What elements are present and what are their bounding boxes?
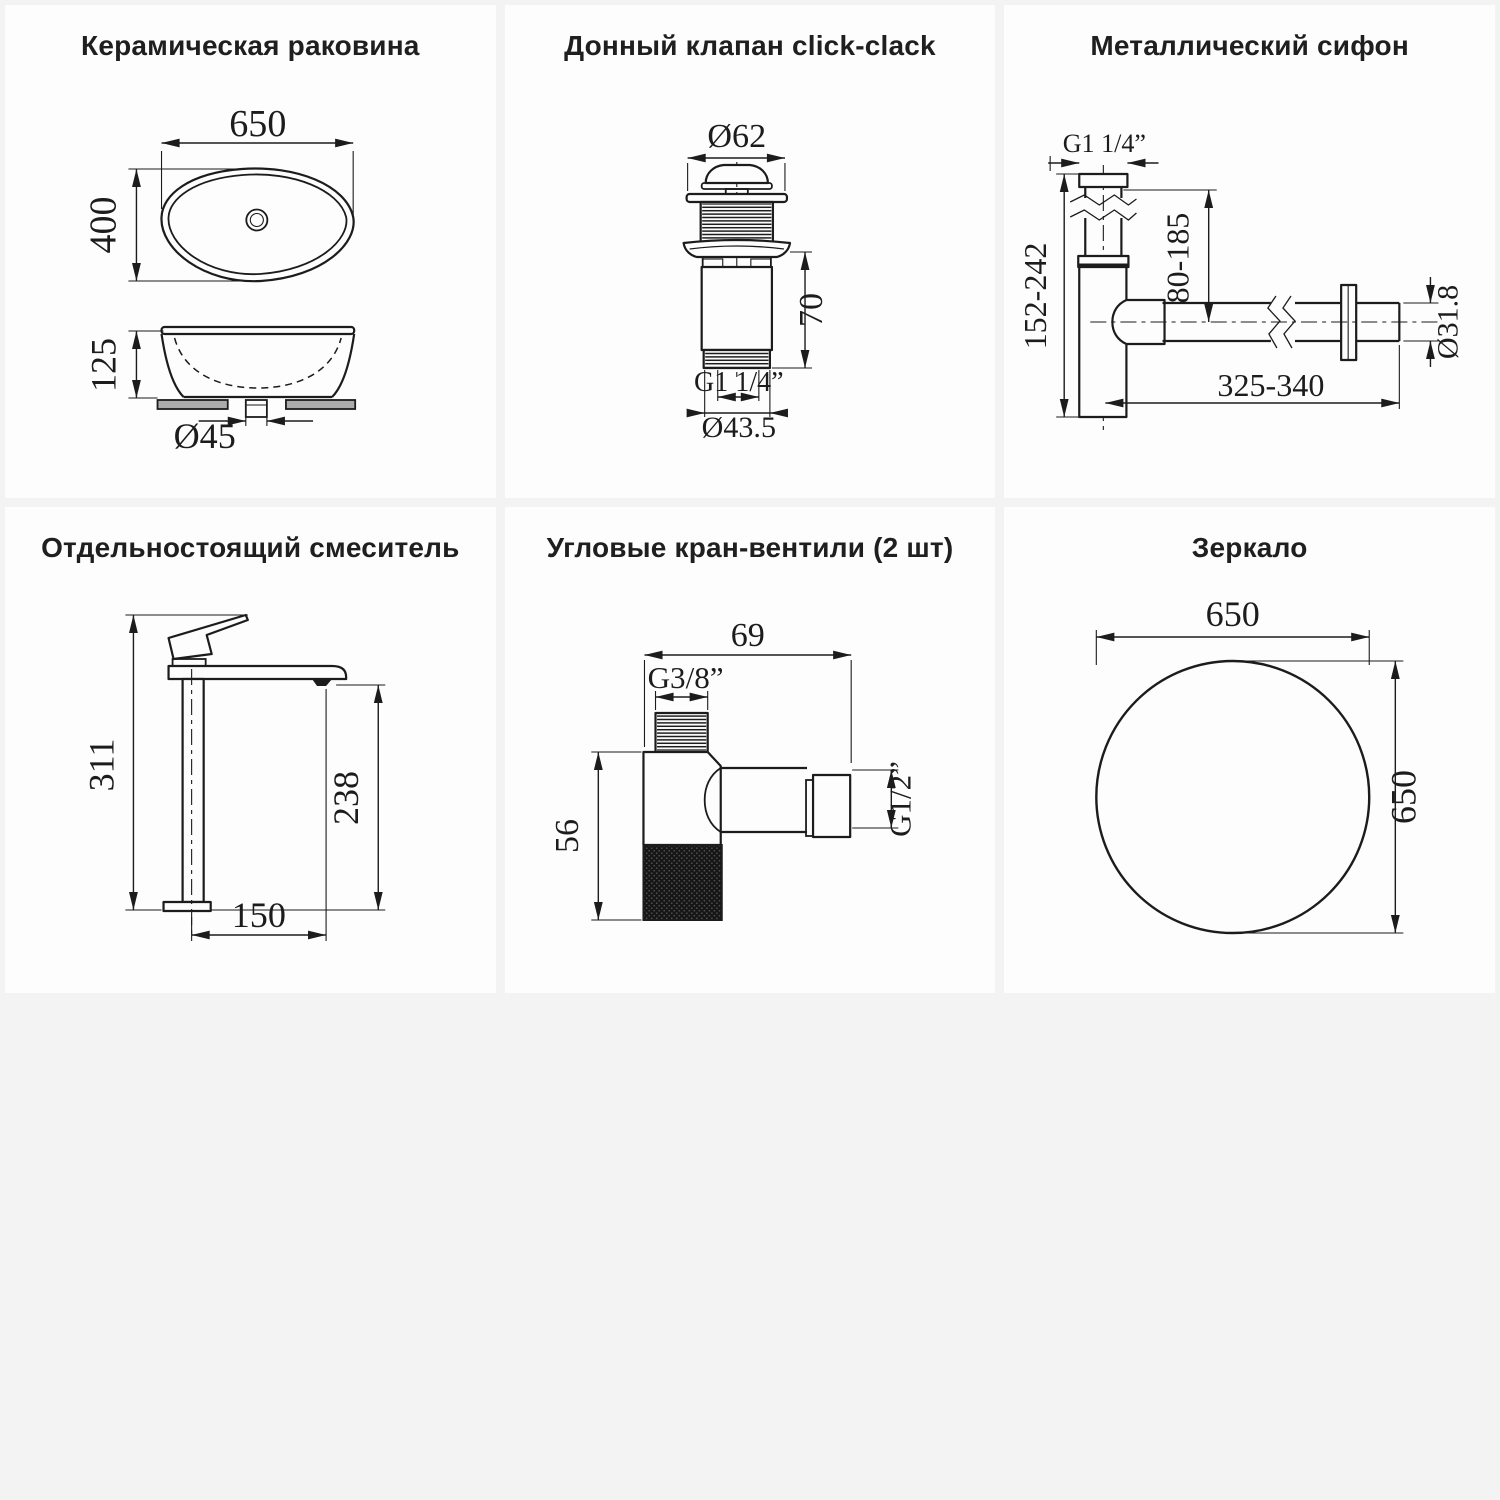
sink-top-view xyxy=(82,103,353,281)
angle-valve-drawing xyxy=(505,507,996,993)
sink-bowl-outer xyxy=(161,168,353,281)
card-angle-valves xyxy=(505,507,996,993)
card-sink-title: Керамическая раковина xyxy=(81,30,420,61)
valve-dimensions-bottom xyxy=(688,367,786,444)
sink-dim-height: 125 xyxy=(83,338,124,392)
card-angle-valves-title: Угловые кран-вентили (2 шт) xyxy=(546,532,954,563)
angle-valve-top-thread-label: G3/8” xyxy=(647,660,724,695)
mirror-outline xyxy=(1097,661,1370,933)
valve-dimensions-side xyxy=(772,252,830,368)
mixer-dim-reach xyxy=(192,689,326,941)
mixer-lever xyxy=(169,615,248,659)
sink-side-view xyxy=(83,327,355,456)
angle-valve-dim-width-label: 69 xyxy=(730,617,765,654)
mixer-drawing xyxy=(5,507,496,993)
mixer-base xyxy=(164,902,211,911)
siphon-drawing xyxy=(1004,5,1495,498)
mixer-dim-spout-label: 238 xyxy=(326,771,367,825)
sink-drawing xyxy=(5,5,496,498)
siphon-dim-height-label: 152-242 xyxy=(1017,242,1054,350)
card-sink xyxy=(5,5,496,498)
popup-valve-drawing xyxy=(505,5,996,498)
card-popup-valve-title: Донный клапан click-clack xyxy=(564,30,936,61)
valve-dim-tail: 70 xyxy=(792,293,830,327)
sink-drain-hole xyxy=(246,210,267,231)
sink-bowl-inner xyxy=(168,174,346,274)
siphon-dim-thread-label: G1 1/4” xyxy=(1063,129,1147,158)
angle-valve-dim-side-thread xyxy=(852,761,917,837)
angle-valve-dim-height-label: 56 xyxy=(548,819,586,853)
card-mixer xyxy=(5,507,496,993)
card-popup-valve xyxy=(505,5,996,498)
angle-valve-outlet-thread xyxy=(813,775,850,837)
sink-base-plate-right xyxy=(286,400,355,409)
card-siphon-title: Металлический сифон xyxy=(1090,30,1409,61)
card-mixer-title: Отдельностоящий смеситель xyxy=(41,532,460,563)
mixer-dim-total-label: 311 xyxy=(81,738,122,792)
angle-valve-body xyxy=(643,713,850,920)
mirror-dim-width xyxy=(1097,594,1370,665)
siphon-dim-height xyxy=(1017,174,1079,417)
sink-dim-width: 650 xyxy=(229,103,287,145)
siphon-dim-thread xyxy=(1048,129,1158,171)
mixer-dim-spout xyxy=(211,685,386,910)
angle-valve-dim-top-thread xyxy=(647,660,723,710)
mixer-spout xyxy=(169,666,347,679)
sink-dim-drain: Ø45 xyxy=(173,416,236,456)
valve-body xyxy=(683,162,789,377)
angle-valve-side-thread-label: G1/2” xyxy=(881,761,918,837)
valve-cap xyxy=(705,165,767,183)
siphon-top-flange xyxy=(1080,174,1128,187)
valve-dim-cap: Ø62 xyxy=(707,118,766,155)
valve-dim-thread-d: Ø43.5 xyxy=(701,410,776,444)
valve-dim-thread: G1 1/4” xyxy=(693,367,784,398)
mixer-dim-total xyxy=(81,615,248,910)
sink-base-plate-left xyxy=(158,400,228,409)
valve-top-flange xyxy=(686,194,786,202)
card-mirror xyxy=(1004,507,1495,993)
card-mirror-title: Зеркало xyxy=(1191,532,1308,563)
mixer-dim-reach-label: 150 xyxy=(231,895,286,935)
siphon-dim-pipe-label: Ø31.8 xyxy=(1430,284,1465,360)
mirror-dim-width-label: 650 xyxy=(1206,594,1261,634)
mirror-drawing xyxy=(1004,507,1495,993)
card-siphon xyxy=(1004,5,1495,498)
sink-dim-depth: 400 xyxy=(82,196,125,254)
valve-tail-body xyxy=(701,267,771,350)
mixer-aerator xyxy=(312,679,332,686)
mirror-dim-height-label: 650 xyxy=(1383,770,1424,824)
angle-valve-dim-height xyxy=(549,752,641,920)
mixer-body xyxy=(164,615,347,939)
siphon-dim-length-label: 325-340 xyxy=(1217,367,1325,403)
siphon-cup xyxy=(1080,267,1127,417)
siphon-dim-inlet-label: 80-185 xyxy=(1159,212,1196,304)
sink-drain-stub xyxy=(246,400,267,417)
mixer-column xyxy=(183,679,204,902)
angle-valve-knurled-handle xyxy=(643,845,721,920)
angle-valve-block xyxy=(643,752,720,845)
